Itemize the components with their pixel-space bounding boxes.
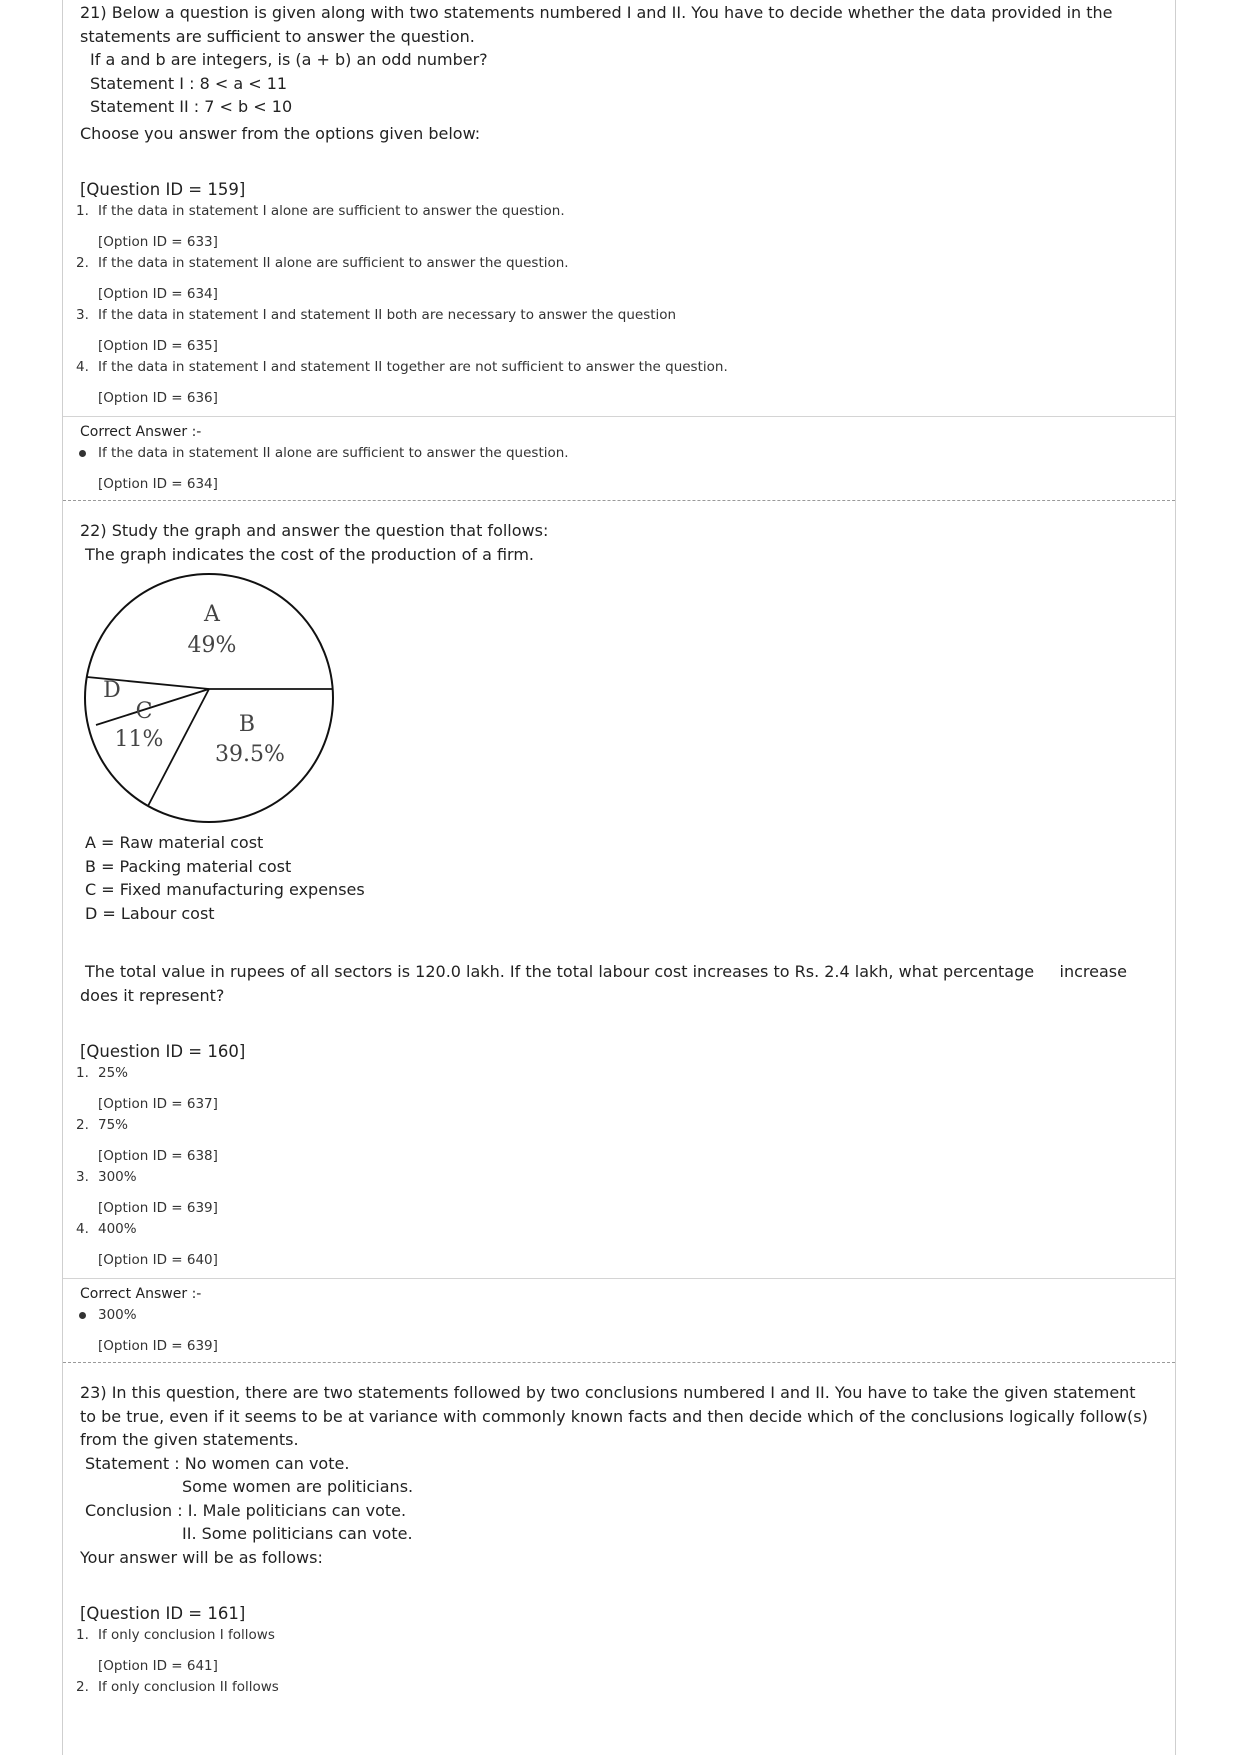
option-id: [Option ID = 635] xyxy=(98,338,218,354)
options-list xyxy=(63,1625,1175,1697)
question-paper-page xyxy=(62,0,1176,1755)
question-22 xyxy=(63,501,1175,1363)
slice-label-c: C xyxy=(135,699,153,724)
question-23-prompt: Your answer will be as follows: xyxy=(80,1547,323,1567)
conclusion-continued: II. Some politicians can vote. xyxy=(182,1524,413,1543)
correct-answer-label: Correct Answer :- xyxy=(80,1286,202,1302)
question-21-statement-1: Statement I : 8 < a < 11 xyxy=(90,73,288,93)
question-21-line-2: statements are sufficient to answer the question. xyxy=(80,26,475,46)
option-item[interactable] xyxy=(63,357,1175,409)
question-23-line-3: from the given statements. xyxy=(80,1430,299,1449)
answer-divider xyxy=(63,416,1175,417)
option-number: 4. xyxy=(76,1221,89,1237)
question-id: [Question ID = 160] xyxy=(80,1042,246,1061)
option-id: [Option ID = 636] xyxy=(98,390,218,406)
chart-legend xyxy=(63,831,1175,925)
legend-item-a: A = Raw material cost xyxy=(85,833,264,852)
option-item[interactable] xyxy=(63,1115,1175,1167)
option-text: If the data in statement I and statement II both are necessary to answer the question xyxy=(98,307,677,323)
option-text: If the data in statement I and statement II together are not sufficient to answer the question. xyxy=(98,359,728,375)
question-21-statement-2: Statement II : 7 < b < 10 xyxy=(90,97,293,116)
correct-answer xyxy=(63,1305,1175,1357)
option-text: 25% xyxy=(98,1065,129,1081)
question-22-line-1: 22) Study the graph and answer the question that follows: xyxy=(80,521,549,540)
option-id: [Option ID = 641] xyxy=(98,1658,218,1674)
legend-item-b: B = Packing material cost xyxy=(85,856,292,876)
statement-line: Statement : No women can vote. xyxy=(85,1453,350,1473)
bullet-icon xyxy=(79,1312,86,1319)
option-number: 2. xyxy=(76,1117,89,1133)
correct-answer-text: If the data in statement II alone are sufficient to answer the question. xyxy=(98,445,569,461)
slice-value-c: 11% xyxy=(114,727,164,752)
question-21-text xyxy=(63,1,1175,145)
slice-value-b: 39.5% xyxy=(215,742,285,767)
bullet-icon xyxy=(79,450,86,457)
question-22-text xyxy=(63,519,1175,566)
option-text: 400% xyxy=(98,1221,137,1237)
option-item[interactable] xyxy=(63,253,1175,305)
pie-chart-svg xyxy=(84,570,364,828)
slice-label-b: B xyxy=(238,712,256,737)
legend-item-c: C = Fixed manufacturing expenses xyxy=(85,880,365,899)
legend-item-d: D = Labour cost xyxy=(85,903,215,923)
statement-continued: Some women are politicians. xyxy=(182,1477,414,1496)
option-id: [Option ID = 640] xyxy=(98,1252,218,1268)
option-text: If only conclusion II follows xyxy=(98,1679,279,1695)
question-22-subheader: The graph indicates the cost of the production of a firm. xyxy=(85,544,535,564)
option-text: If the data in statement II alone are sufficient to answer the question. xyxy=(98,255,569,271)
question-21-prompt: Choose you answer from the options given below: xyxy=(80,123,481,143)
option-id: [Option ID = 633] xyxy=(98,234,218,250)
options-list xyxy=(63,201,1175,409)
conclusion-line: Conclusion : I. Male politicians can vote. xyxy=(85,1500,407,1520)
option-text: 300% xyxy=(98,1169,137,1185)
question-22-paragraph xyxy=(63,960,1175,1007)
question-id: [Question ID = 161] xyxy=(80,1604,246,1623)
option-text: If the data in statement I alone are sufficient to answer the question. xyxy=(98,203,565,219)
question-23 xyxy=(63,1363,1175,1697)
correct-answer xyxy=(63,443,1175,495)
option-id: [Option ID = 634] xyxy=(98,286,218,302)
answer-divider xyxy=(63,1278,1175,1279)
option-number: 1. xyxy=(76,1627,89,1643)
option-number: 3. xyxy=(76,307,89,323)
correct-answer-option-id: [Option ID = 639] xyxy=(98,1338,218,1354)
slice-label-a: A xyxy=(204,602,220,627)
option-item[interactable] xyxy=(63,1677,1175,1697)
option-item[interactable] xyxy=(63,1219,1175,1271)
question-21 xyxy=(63,0,1175,501)
slice-value-a: 49% xyxy=(187,633,237,658)
correct-answer-label: Correct Answer :- xyxy=(80,424,202,440)
pie-chart xyxy=(84,570,364,828)
option-id: [Option ID = 639] xyxy=(98,1200,218,1216)
option-number: 1. xyxy=(76,1065,89,1081)
option-id: [Option ID = 638] xyxy=(98,1148,218,1164)
option-id: [Option ID = 637] xyxy=(98,1096,218,1112)
slice-label-d: D xyxy=(103,678,121,703)
option-item[interactable] xyxy=(63,201,1175,253)
question-21-body-1: If a and b are integers, is (a + b) an odd number? xyxy=(90,50,488,69)
question-23-line-2: to be true, even if it seems to be at variance with commonly known facts and then decide which of the conclusions logically follow(s) xyxy=(80,1406,1148,1426)
option-item[interactable] xyxy=(63,1063,1175,1115)
option-item[interactable] xyxy=(63,1167,1175,1219)
option-number: 1. xyxy=(76,203,89,219)
option-number: 2. xyxy=(76,1679,89,1695)
option-number: 3. xyxy=(76,1169,89,1185)
option-number: 2. xyxy=(76,255,89,271)
correct-answer-option-id: [Option ID = 634] xyxy=(98,476,218,492)
option-item[interactable] xyxy=(63,305,1175,357)
question-21-line-1: 21) Below a question is given along with two statements numbered I and II. You have to decide whether the data provided in the xyxy=(80,3,1113,22)
options-list xyxy=(63,1063,1175,1271)
paragraph-line-2: does it represent? xyxy=(80,985,225,1005)
paragraph-line-1: The total value in rupees of all sectors is 120.0 lakh. If the total labour cost increases to Rs. 2.4 lakh, what percentage increase xyxy=(85,962,1127,981)
correct-answer-text: 300% xyxy=(98,1307,137,1323)
question-id: [Question ID = 159] xyxy=(80,180,246,199)
option-item[interactable] xyxy=(63,1625,1175,1677)
question-23-text xyxy=(63,1381,1175,1569)
option-number: 4. xyxy=(76,359,89,375)
question-23-line-1: 23) In this question, there are two statements followed by two conclusions numbered I and II. You have to take the given statement xyxy=(80,1383,1136,1402)
option-text: 75% xyxy=(98,1117,129,1133)
option-text: If only conclusion I follows xyxy=(98,1627,275,1643)
